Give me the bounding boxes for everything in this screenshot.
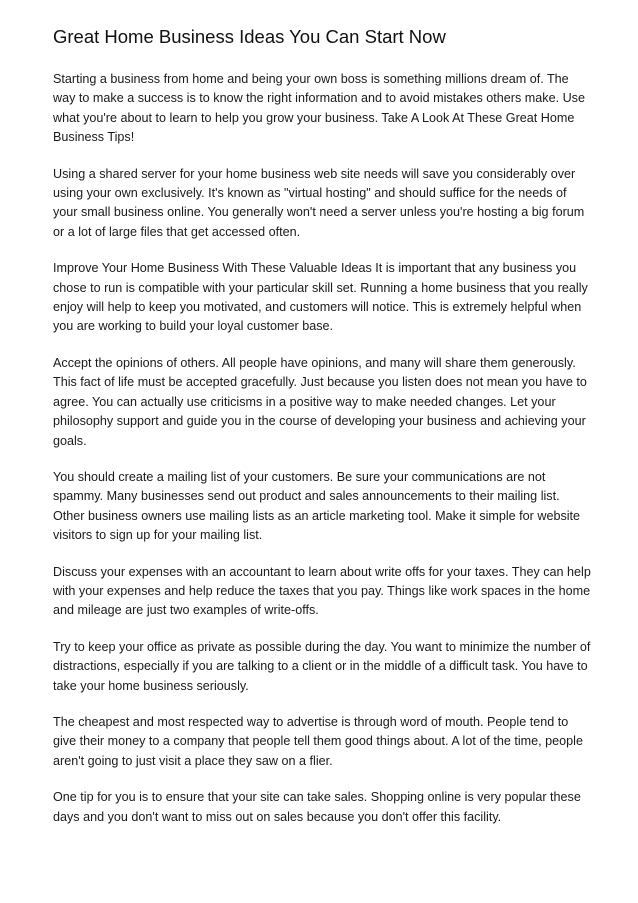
document-page [53,24,591,844]
document-title: Great Home Business Ideas You Can Start Now [53,26,446,47]
paragraph-mailing-list: You should create a mailing list of your customers. Be sure your communications are not spammy. Many businesses send out product and sales announcements to their mailing list. Other business owners use mailing lists as an article marketing tool. Make it simple for website visitors to sign up for your mailing list. [53,469,581,543]
paragraph-online-sales: One tip for you is to ensure that your site can take sales. Shopping online is very popular these days and you don't want to miss out on sales because you don't offer this facility. [53,790,581,824]
paragraph-skill-set: Improve Your Home Business With These Valuable Ideas It is important that any business you chose to run is compatible with your particular skill set. Running a home business that you really enjoy will help to keep you motivated, and customers will notice. This is extremely helpful when you are working to build your loyal customer base. [53,261,588,334]
paragraph-intro: Starting a business from home and being your own boss is something millions dream of. The way to make a success is to know the right information and to avoid mistakes others make. Use what you're about to learn to help you grow your business. Take A Look At These Great Home Business Tips! [53,72,585,145]
paragraph-word-of-mouth: The cheapest and most respected way to advertise is through word of mouth. People tend to give their money to a company that people tell them good things about. A lot of the time, people aren't going to just visit a place they saw on a flier. [53,714,583,768]
paragraph-office-privacy: Try to keep your office as private as possible during the day. You want to minimize the number of distractions, especially if you are talking to a client or in the middle of a difficult task. You have to take your home business seriously. [53,639,591,693]
paragraph-shared-server: Using a shared server for your home business web site needs will save you considerably over using your own exclusively. It's known as "virtual hosting" and should suffice for the needs of your small business online. You generally won't need a server unless you're hosting a big forum or a lot of large files that get accessed often. [53,166,585,239]
paragraph-expenses: Discuss your expenses with an accountant to learn about write offs for your taxes. They can help with your expenses and help reduce the taxes that you pay. Things like work spaces in the home and mileage are just two examples of write-offs. [53,564,591,618]
paragraph-opinions: Accept the opinions of others. All people have opinions, and many will share them generously. This fact of life must be accepted gracefully. Just because you listen does not mean you have to agree. You can actually use criticisms in a positive way to make needed changes. Let your philosophy support and guide you in the course of developing your business and achieving your goals. [53,355,587,448]
